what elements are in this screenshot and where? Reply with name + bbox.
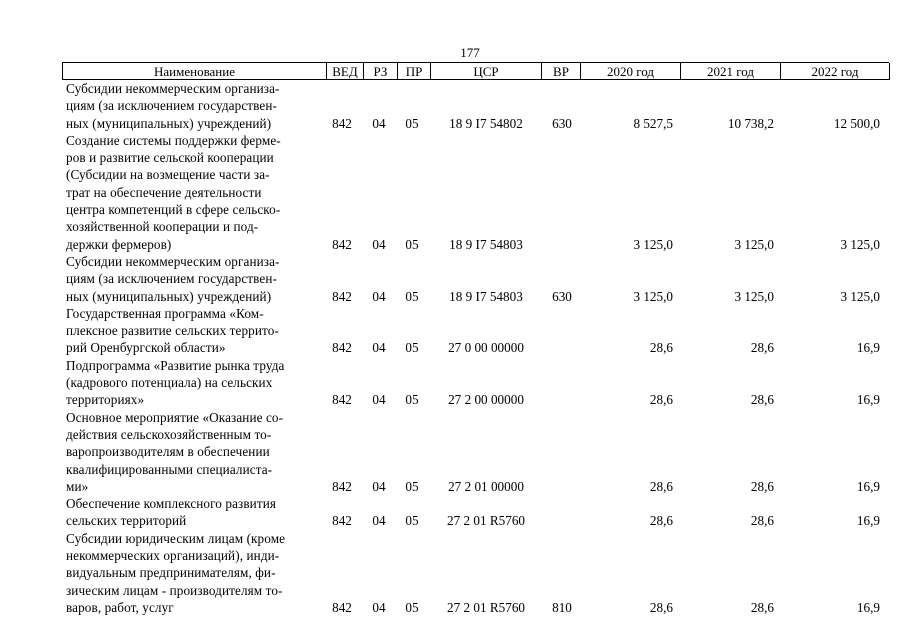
row-2021: 28,6 — [750, 340, 774, 356]
row-csr: 18 9 I7 54803 — [449, 236, 523, 252]
row-csr: 27 0 00 00000 — [448, 340, 524, 356]
row-csr: 27 2 01 R5760 — [446, 599, 526, 615]
row-pr: 05 — [405, 392, 419, 408]
table-row — [0, 80, 905, 132]
header-ved: ВЕД — [327, 63, 364, 80]
row-ved: 842 — [332, 599, 352, 615]
table-row — [0, 495, 905, 530]
row-2021: 28,6 — [750, 513, 774, 529]
row-2020: 28,6 — [649, 513, 673, 529]
row-2022: 3 125,0 — [840, 236, 880, 252]
row-2020: 28,6 — [649, 392, 673, 408]
row-rz: 04 — [372, 599, 386, 615]
row-ved: 842 — [332, 513, 352, 529]
row-rz: 04 — [372, 115, 386, 131]
row-name: Создание системы поддержки ферме- ров и развитие сельской кооперации (Субсидии на возмещение части за- трат на обеспечение деятельности центра компетенций в сфере сельско- хозяйственной кооперации и под- держки фермеров) — [66, 132, 281, 252]
row-name: Субсидии некоммерческим организа- циям (за исключением государствен- ных (муниципальных) учреждений) — [66, 81, 280, 131]
row-2021: 28,6 — [750, 599, 774, 615]
row-2020: 28,6 — [649, 478, 673, 494]
table-row — [0, 530, 905, 616]
row-vr: 630 — [552, 288, 572, 304]
row-2022: 16,9 — [856, 340, 880, 356]
row-name: Основное мероприятие «Оказание со- действия сельскохозяйственным то- варопроизводителям в обеспечении квалифицированными специалиста- ми» — [66, 409, 284, 494]
row-2022: 16,9 — [856, 392, 880, 408]
row-2021: 3 125,0 — [734, 236, 774, 252]
row-pr: 05 — [405, 478, 419, 494]
row-csr: 18 9 I7 54803 — [449, 288, 523, 304]
row-ved: 842 — [332, 340, 352, 356]
row-rz: 04 — [372, 392, 386, 408]
header-name: Наименование — [63, 63, 327, 80]
row-2021: 3 125,0 — [734, 288, 774, 304]
row-ved: 842 — [332, 236, 352, 252]
header-2020: 2020 год — [581, 63, 681, 80]
row-name: Государственная программа «Ком- плексное развитие сельских террито- рий Оренбургской области» — [66, 305, 279, 356]
row-2021: 28,6 — [750, 478, 774, 494]
table-header — [62, 62, 889, 80]
row-pr: 05 — [405, 340, 419, 356]
row-pr: 05 — [405, 599, 419, 615]
row-2021: 28,6 — [750, 392, 774, 408]
row-2022: 12 500,0 — [833, 115, 880, 131]
table-row — [0, 305, 905, 357]
row-vr: 810 — [552, 599, 572, 615]
row-pr: 05 — [405, 513, 419, 529]
row-rz: 04 — [372, 478, 386, 494]
row-ved: 842 — [332, 115, 352, 131]
header-vr: ВР — [542, 63, 581, 80]
row-pr: 05 — [405, 236, 419, 252]
table-row — [0, 132, 905, 253]
page-number: 177 — [460, 45, 480, 60]
row-2021: 10 738,2 — [727, 115, 774, 131]
header-2022: 2022 год — [781, 63, 890, 80]
row-2022: 16,9 — [856, 513, 880, 529]
row-vr: 630 — [552, 115, 572, 131]
table-row — [0, 409, 905, 495]
row-name: Обеспечение комплексного развития сельских территорий — [66, 496, 277, 529]
table-body — [0, 80, 905, 616]
row-2020: 3 125,0 — [633, 288, 673, 304]
row-rz: 04 — [372, 513, 386, 529]
row-rz: 04 — [372, 236, 386, 252]
row-csr: 27 2 01 00000 — [448, 478, 524, 494]
header-pr: ПР — [398, 63, 431, 80]
header-rz: РЗ — [364, 63, 398, 80]
header-2021: 2021 год — [681, 63, 781, 80]
row-2022: 16,9 — [856, 599, 880, 615]
row-ved: 842 — [332, 478, 352, 494]
header-csr: ЦСР — [431, 63, 542, 80]
row-pr: 05 — [405, 288, 419, 304]
row-csr: 18 9 I7 54802 — [449, 115, 523, 131]
row-name: Субсидии юридическим лицам (кроме некоммерческих организаций), инди- видуальным предпринимателям, фи- зическим лицам - производителям то- варов, работ, услуг — [66, 530, 286, 615]
row-2020: 28,6 — [649, 340, 673, 356]
table-row — [0, 253, 905, 305]
row-name: Подпрограмма «Развитие рынка труда (кадрового потенциала) на сельских территориях» — [66, 357, 285, 408]
row-ved: 842 — [332, 392, 352, 408]
row-2020: 8 527,5 — [633, 115, 673, 131]
row-pr: 05 — [405, 115, 419, 131]
row-2020: 3 125,0 — [633, 236, 673, 252]
row-ved: 842 — [332, 288, 352, 304]
row-2022: 3 125,0 — [840, 288, 880, 304]
table-row — [0, 357, 905, 409]
row-2022: 16,9 — [856, 478, 880, 494]
row-csr: 27 2 01 R5760 — [446, 513, 526, 529]
row-2020: 28,6 — [649, 599, 673, 615]
row-csr: 27 2 00 00000 — [448, 392, 524, 408]
row-rz: 04 — [372, 340, 386, 356]
row-name: Субсидии некоммерческим организа- циям (за исключением государствен- ных (муниципальных) учреждений) — [66, 253, 280, 304]
row-rz: 04 — [372, 288, 386, 304]
